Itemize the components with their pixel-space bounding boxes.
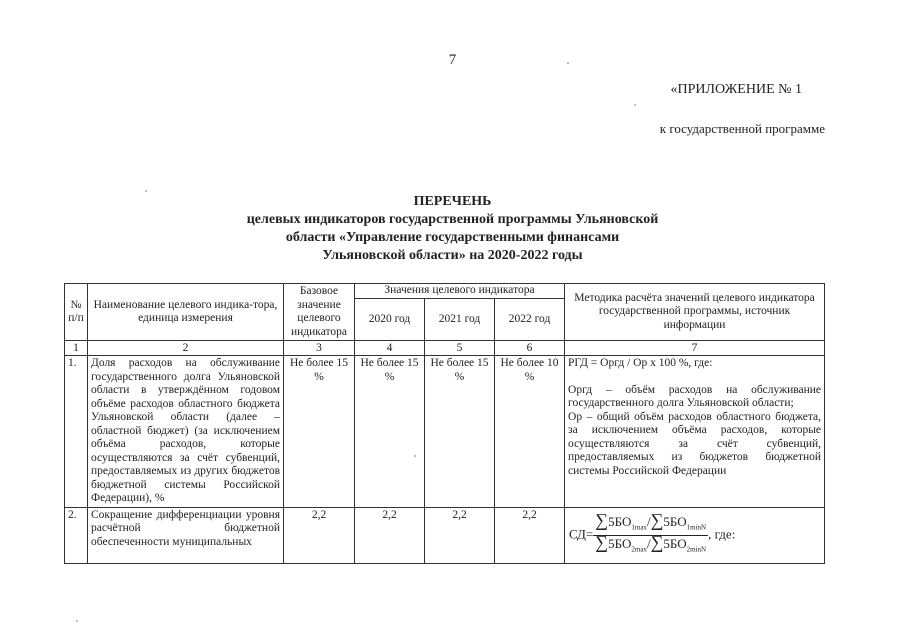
value-2022: 2,2	[495, 507, 565, 563]
col-number: 1	[65, 341, 88, 356]
value-2020: 2,2	[355, 507, 425, 563]
formula-denominator: $\sum 5БО_{2max}/\sum 5БО_{2minN}$	[595, 531, 707, 554]
formula-numerator: $\sum 5БО_{1max}/\sum 5БО_{1minN}$	[593, 514, 708, 536]
value-2021: Не более 15 %	[425, 356, 495, 508]
value-2020: Не более 15 %	[355, 356, 425, 508]
scan-speck	[414, 455, 416, 457]
appendix-subtitle: к государственной программе	[659, 121, 825, 136]
method-paragraph: Ор – общий объём расходов областного бюджета, за исключением объёма расходов, которые осуществляются за счёт субвенций, предоставляемых из бюджетов бюджетной системы Российской Федерации	[568, 410, 822, 477]
col-number: 4	[355, 341, 425, 356]
scan-speck	[76, 620, 78, 622]
col-number: 6	[495, 341, 565, 356]
indicator-name: Доля расходов на обслуживание государственного долга Ульяновской области в утверждённом годовом объёме расходов областного бюджета Ульяновской области (далее – областной бюджет) (за исключением объёма расходов, которые осуществляются за счёт субвенций, предоставляемых из других бюджетов бюджетной системы Российской Федерации), %	[88, 356, 284, 508]
header-values-group: Значения целевого индикатора	[355, 284, 565, 299]
row-num: 2.	[65, 507, 88, 563]
header-method: Методика расчёта значений целевого индикатора государственной программы, источник информации	[565, 284, 825, 341]
value-2021: 2,2	[425, 507, 495, 563]
header-2022: 2022 год	[495, 299, 565, 341]
indicator-name: Сокращение дифференциации уровня расчётной бюджетной обеспеченности муниципальных	[88, 507, 284, 563]
heading-line-4: Ульяновской области» на 2020-2022 годы	[322, 248, 583, 263]
header-2020: 2020 год	[355, 299, 425, 341]
col-number: 5	[425, 341, 495, 356]
col-number: 7	[565, 341, 825, 356]
page-number: 7	[448, 52, 457, 68]
column-number-row	[65, 341, 825, 356]
heading-line-2: целевых индикаторов государственной программы Ульяновской	[246, 212, 659, 227]
heading-line-1: ПЕРЕЧЕНЬ	[413, 194, 492, 209]
formula-fraction	[593, 509, 708, 557]
method-cell	[565, 356, 825, 508]
document-heading	[0, 193, 905, 265]
formula-lhs: СД=	[569, 526, 594, 542]
scan-speck	[567, 62, 569, 64]
header-base: Базовое значение целевого индикатора	[284, 284, 355, 341]
heading-line-3: области «Управление государственными финансами	[285, 230, 620, 245]
header-num: № п/п	[65, 284, 88, 341]
method-paragraph: Оргд – объём расходов на обслуживание государственного долга Ульяновской области;	[568, 383, 822, 409]
table-row	[65, 356, 825, 508]
value-2022: Не более 10 %	[495, 356, 565, 508]
col-number: 2	[88, 341, 284, 356]
indicators-table	[64, 283, 825, 564]
base-value: Не более 15 %	[284, 356, 355, 508]
scan-speck	[145, 190, 147, 192]
table-row	[65, 507, 825, 563]
formula-tail: , где:	[708, 526, 736, 542]
row-num: 1.	[65, 356, 88, 508]
base-value: 2,2	[284, 507, 355, 563]
col-number: 3	[284, 341, 355, 356]
header-2021: 2021 год	[425, 299, 495, 341]
appendix-title: «ПРИЛОЖЕНИЕ № 1	[670, 82, 802, 97]
method-formula: РГД = Оргд / Ор х 100 %, где:	[568, 357, 713, 369]
header-name: Наименование целевого индика-тора, единица измерения	[88, 284, 284, 341]
scan-speck	[634, 104, 636, 106]
formula-cell	[565, 507, 825, 563]
